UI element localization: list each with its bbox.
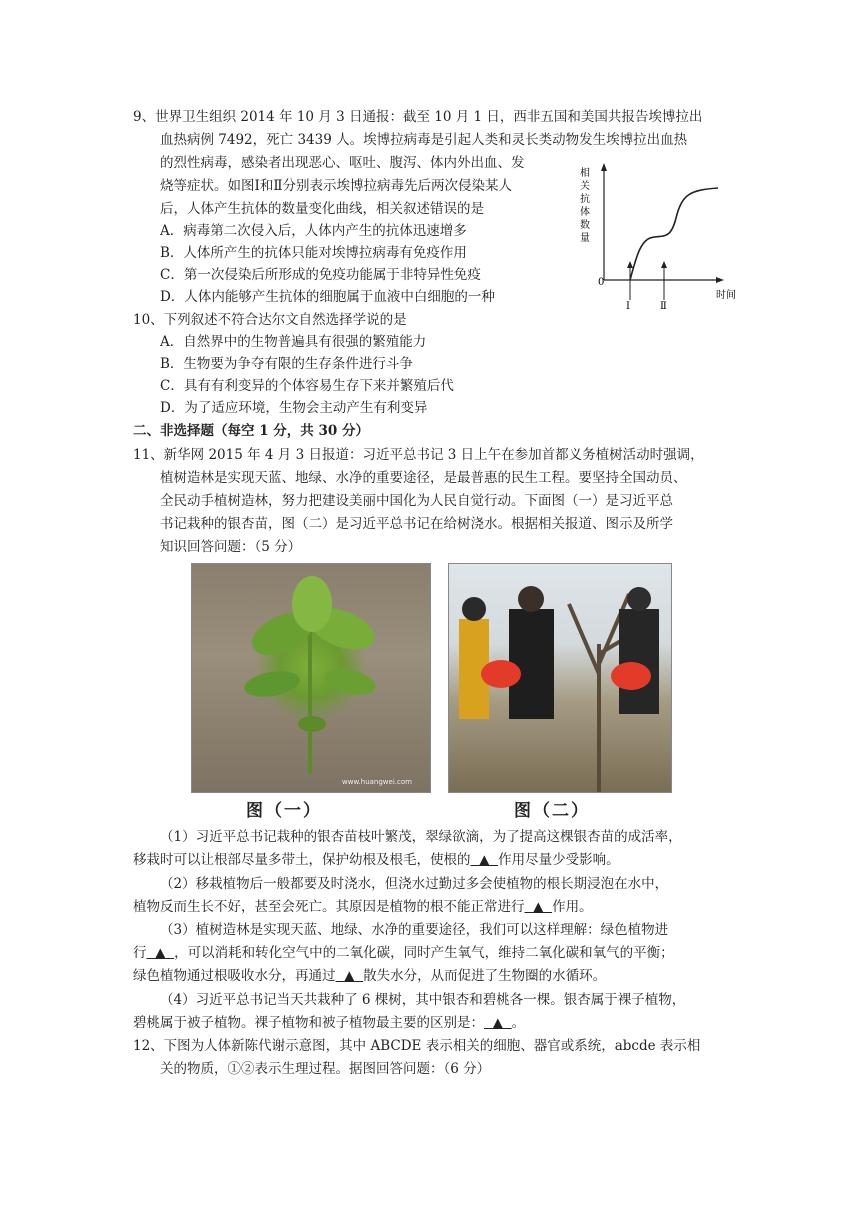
q12-line2: 关的物质，①②表示生理过程。据图回答问题：（6 分） — [160, 1061, 491, 1077]
q11-sub4-line2: 碧桃属于被子植物。裸子植物和被子植物最主要的区别是： ▲ 。 — [133, 1015, 526, 1031]
answer-blank[interactable]: ▲ — [492, 1015, 503, 1031]
q11-line3: 全民动手植树造林，努力把建设美丽中国化为人民自觉行动。下面图（一）是习近平总 — [160, 493, 673, 509]
q10-option-a: A．自然界中的生物普遍具有很强的繁殖能力 — [160, 334, 427, 350]
q11-sub3-line3: 绿色植物通过根吸收水分，再通过 ▲ 散失水分，从而促进了生物圈的水循环。 — [133, 968, 607, 984]
figure1-caption: 图（一） — [246, 801, 322, 821]
watering-tree-photo — [448, 563, 672, 793]
svg-text:体: 体 — [580, 207, 590, 218]
figure2-caption: 图（二） — [514, 801, 590, 821]
q9-line4: 烧等症状。如图Ⅰ和Ⅱ分别表示埃博拉病毒先后两次侵染某人 — [160, 178, 513, 194]
q9-line1: 9、世界卫生组织 2014 年 10 月 3 日通报：截至 10 月 1 日，西非五国和美国共报告埃博拉出 — [133, 109, 703, 125]
q11-sub3-line1: （3）植树造林是实现天蓝、地绿、水净的重要途径，我们可以这样理解：绿色植物进 — [160, 922, 669, 938]
q10-option-d: D．为了适应环境，生物会主动产生有利变异 — [160, 400, 428, 416]
q9-option-a: A．病毒第二次侵入后，人体内产生的抗体迅速增多 — [160, 223, 467, 239]
q9-line3: 的烈性病毒，感染者出现恶心、呕吐、腹泻、体内外出血、发 — [160, 155, 525, 171]
q11-sub1-line1: （1）习近平总书记栽种的银杏苗枝叶繁茂，翠绿欲滴，为了提高这棵银杏苗的成活率， — [160, 829, 682, 845]
y-axis-arrow — [601, 163, 607, 171]
graph-ylabel-1: 相 — [580, 168, 590, 179]
section-heading: 二、非选择题（每空 1 分，共 30 分） — [133, 423, 369, 439]
ginkgo-seedling-photo — [191, 563, 431, 793]
x-axis-arrow — [716, 277, 724, 283]
antibody-curve-graph — [578, 160, 748, 310]
q9-option-c: C．第一次侵染后所形成的免疫功能属于非特异性免疫 — [160, 267, 481, 283]
q11-sub1-line2: 移栽时可以让根部尽量多带土，保护幼根及根毛，使根的 ▲ 作用尽量少受影响。 — [133, 852, 620, 868]
svg-text:关: 关 — [580, 181, 590, 192]
graph-mark1: Ⅰ — [626, 301, 630, 310]
answer-blank[interactable]: ▲ — [533, 899, 544, 915]
svg-text:数: 数 — [580, 220, 590, 231]
graph-mark2: Ⅱ — [660, 301, 667, 310]
q11-line1: 11、新华网 2015 年 4 月 3 日报道：习近平总书记 3 日上午在参加首都义务植树活动时强调， — [133, 447, 704, 463]
q9-line5: 后，人体产生抗体的数量变化曲线，相关叙述错误的是 — [160, 201, 484, 217]
svg-text:量: 量 — [580, 233, 590, 244]
graph-xlabel: 时间 — [716, 290, 736, 301]
q11-sub2-line2: 植物反而生长不好，甚至会死亡。其原因是植物的根不能正常进行 ▲ 作用。 — [133, 899, 593, 915]
answer-blank[interactable]: ▲ — [155, 945, 166, 961]
antibody-curve — [630, 188, 718, 280]
q11-line5: 知识回答问题：（5 分） — [160, 539, 302, 555]
svg-text:抗: 抗 — [580, 194, 590, 205]
q10-option-b: B．生物要为争夺有限的生存条件进行斗争 — [160, 356, 413, 372]
q9-option-b: B．人体所产生的抗体只能对埃博拉病毒有免疫作用 — [160, 245, 467, 261]
q11-line2: 植树造林是实现天蓝、地绿、水净的重要途径，是最普惠的民生工程。要坚持全国动员、 — [160, 470, 687, 486]
q11-sub4-line1: （4）习近平总书记当天共栽种了 6 棵树，其中银杏和碧桃各一棵。银杏属于裸子植物， — [160, 992, 686, 1008]
q10-option-c: C．具有有利变异的个体容易生存下来并繁殖后代 — [160, 378, 454, 394]
photo-watermark: www.huangwei.com — [342, 778, 412, 786]
q9-option-d: D．人体内能够产生抗体的细胞属于血液中白细胞的一种 — [160, 289, 495, 305]
q10-stem: 10、下列叙述不符合达尔文自然选择学说的是 — [133, 312, 407, 328]
graph-origin: 0 — [598, 277, 605, 288]
q11-sub2-line1: （2）移栽植物后一般都要及时浇水，但浇水过勤过多会使植物的根长期浸泡在水中， — [160, 876, 669, 892]
q11-line4: 书记栽种的银杏苗，图（二）是习近平总书记在给树浇水。根据相关报道、图示及所学 — [160, 516, 673, 532]
q12-line1: 12、下图为人体新陈代谢示意图，其中 ABCDE 表示相关的细胞、器官或系统，abcde 表示相 — [133, 1038, 701, 1054]
q11-sub3-line2: 行 ▲ ，可以消耗和转化空气中的二氧化碳，同时产生氧气，维持二氧化碳和氧气的平衡； — [133, 945, 674, 961]
answer-blank[interactable]: ▲ — [344, 968, 355, 984]
q9-line2: 血热病例 7492，死亡 3439 人。埃博拉病毒是引起人类和灵长类动物发生埃博拉出血热 — [160, 132, 688, 148]
answer-blank[interactable]: ▲ — [479, 852, 490, 868]
